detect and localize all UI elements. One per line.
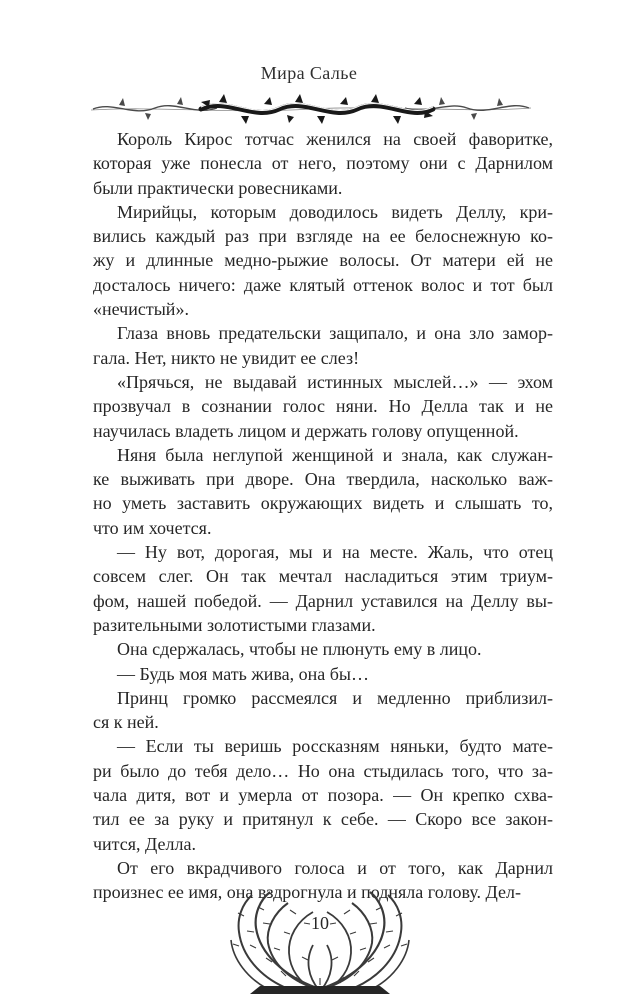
paragraph bbox=[93, 540, 553, 637]
text-line: но уметь заставить окружающих видеть и слышать то, bbox=[93, 493, 553, 514]
text-line: были практически ровесниками. bbox=[93, 177, 343, 198]
text-line: что им хочется. bbox=[93, 517, 212, 538]
thorn-crown-ornament-icon bbox=[220, 888, 420, 1000]
paragraph bbox=[93, 662, 553, 686]
text-line: совсем слег. Он так мечтал насладиться этим триум- bbox=[93, 566, 553, 587]
text-line: вились каждый раз при взгляде на ее белоснежную ко- bbox=[93, 226, 553, 247]
paragraph bbox=[93, 127, 553, 200]
text-line: жу и длинные медно-рыжие волосы. От матери ей не bbox=[93, 250, 553, 271]
text-line: От его вкрадчивого голоса и от того, как Дарнил bbox=[117, 857, 553, 878]
text-line: «Прячься, не выдавай истинных мыслей…» — эхом bbox=[117, 371, 553, 392]
paragraph bbox=[93, 200, 553, 321]
text-line: Король Кирос тотчас женился на своей фаворитке, bbox=[117, 129, 553, 149]
text-line: чится, Делла. bbox=[93, 833, 196, 854]
text-line: Принц громко рассмеялся и медленно приблизил- bbox=[117, 687, 553, 708]
text-line: Она сдержалась, чтобы не плюнуть ему в лицо. bbox=[117, 639, 482, 660]
text-line: научилась владеть лицом и держать голову опущенной. bbox=[93, 420, 519, 441]
text-line: которая уже понесла от него, поэтому они с Дарнилом bbox=[93, 153, 553, 174]
text-line: гала. Нет, никто не увидит ее слез! bbox=[93, 347, 360, 368]
text-line: тил ее за руку и притянул к себе. — Скоро все закон- bbox=[93, 809, 553, 830]
text-line: «нечистый». bbox=[93, 299, 189, 320]
text-line: Глаза вновь предательски защипало, и она зло замор- bbox=[117, 323, 553, 344]
text-line: прозвучал в сознании голос няни. Но Делла так и не bbox=[93, 396, 553, 417]
text-line: — Если ты веришь россказням няньки, будто мате- bbox=[117, 736, 553, 757]
paragraph bbox=[93, 686, 553, 735]
running-head: Мира Салье bbox=[260, 63, 358, 83]
body-text bbox=[93, 127, 553, 905]
text-line: фом, нашей победой. — Дарнил уставился на Деллу вы- bbox=[93, 590, 553, 611]
page-number: 10 bbox=[311, 913, 329, 933]
text-line: досталось ничего: даже клятый оттенок волос и тот был bbox=[93, 274, 553, 295]
thorn-vine-divider-icon bbox=[89, 94, 533, 124]
text-line: ри было до тебя дело… Но она стыдилась того, что за- bbox=[93, 760, 553, 781]
paragraph bbox=[93, 321, 553, 370]
text-line: Мирийцы, которым доводилось видеть Деллу, кри- bbox=[117, 201, 553, 222]
paragraph bbox=[93, 443, 553, 540]
text-line: разительными золотистыми глазами. bbox=[93, 614, 376, 635]
paragraph bbox=[93, 370, 553, 443]
text-line: — Будь моя мать жива, она бы… bbox=[117, 663, 370, 684]
paragraph bbox=[93, 734, 553, 855]
paragraph bbox=[93, 637, 553, 661]
text-line: ся к ней. bbox=[93, 712, 159, 733]
text-line: ке выживать при дворе. Она твердила, насколько важ- bbox=[93, 469, 553, 490]
text-line: чала дитя, вот и умерла от позора. — Он крепко схва- bbox=[93, 785, 553, 806]
text-line: — Ну вот, дорогая, мы и на месте. Жаль, что отец bbox=[117, 542, 553, 563]
text-line: Няня была неглупой женщиной и знала, как служан- bbox=[117, 444, 553, 465]
text-line: произнес ее имя, она вздрогнула и подняла голову. Дел- bbox=[93, 882, 521, 903]
